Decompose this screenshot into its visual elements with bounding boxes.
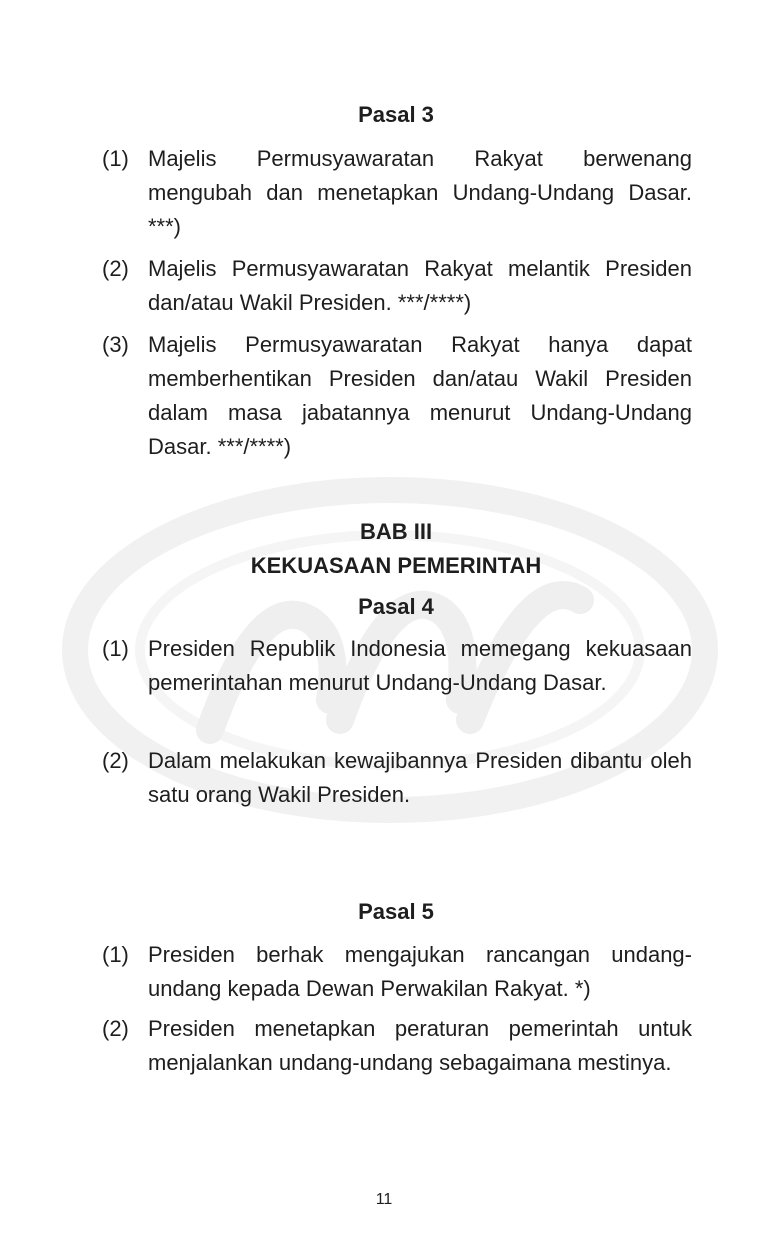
item-text: Presiden Republik Indonesia memegang kekuasaan pemerintahan menurut Undang-Undang Dasar.	[148, 636, 692, 695]
item-number: (1)	[102, 636, 129, 661]
item-text: Majelis Permusyawaratan Rakyat berwenang mengubah dan menetapkan Undang-Undang Dasar. ***)	[148, 146, 692, 239]
page-number: 11	[375, 1191, 393, 1208]
pasal-3-item-1	[102, 142, 692, 244]
item-number: (2)	[102, 748, 129, 773]
item-text: Presiden berhak mengajukan rancangan undang-undang kepada Dewan Perwakilan Rakyat. *)	[148, 942, 692, 1001]
pasal-4-item-2	[102, 744, 692, 812]
item-text: Dalam melakukan kewajibannya Presiden dibantu oleh satu orang Wakil Presiden.	[148, 748, 692, 807]
item-number: (1)	[102, 146, 129, 171]
chapter-number: BAB III	[359, 519, 433, 544]
pasal-4-item-1	[102, 632, 692, 700]
pasal-3-item-3	[102, 328, 692, 464]
item-text: Presiden menetapkan peraturan pemerintah untuk menjalankan undang-undang sebagaimana mestinya.	[148, 1016, 692, 1075]
pasal-5-title: Pasal 5	[358, 899, 434, 924]
item-number: (2)	[102, 256, 129, 281]
pasal-4-title: Pasal 4	[358, 594, 434, 619]
pasal-5-item-1	[102, 938, 692, 1006]
item-text: Majelis Permusyawaratan Rakyat hanya dapat memberhentikan Presiden dan/atau Wakil Presiden dalam masa jabatannya menurut Undang-Undang Dasar. ***/****)	[148, 332, 692, 459]
pasal-3-title: Pasal 3	[358, 102, 434, 127]
pasal-5-item-2	[102, 1012, 692, 1080]
chapter-title: KEKUASAAN PEMERINTAH	[250, 553, 542, 578]
item-number: (1)	[102, 942, 129, 967]
pasal-3-item-2	[102, 252, 692, 320]
item-number: (3)	[102, 332, 129, 357]
item-text: Majelis Permusyawaratan Rakyat melantik Presiden dan/atau Wakil Presiden. ***/****)	[148, 256, 692, 315]
item-number: (2)	[102, 1016, 129, 1041]
